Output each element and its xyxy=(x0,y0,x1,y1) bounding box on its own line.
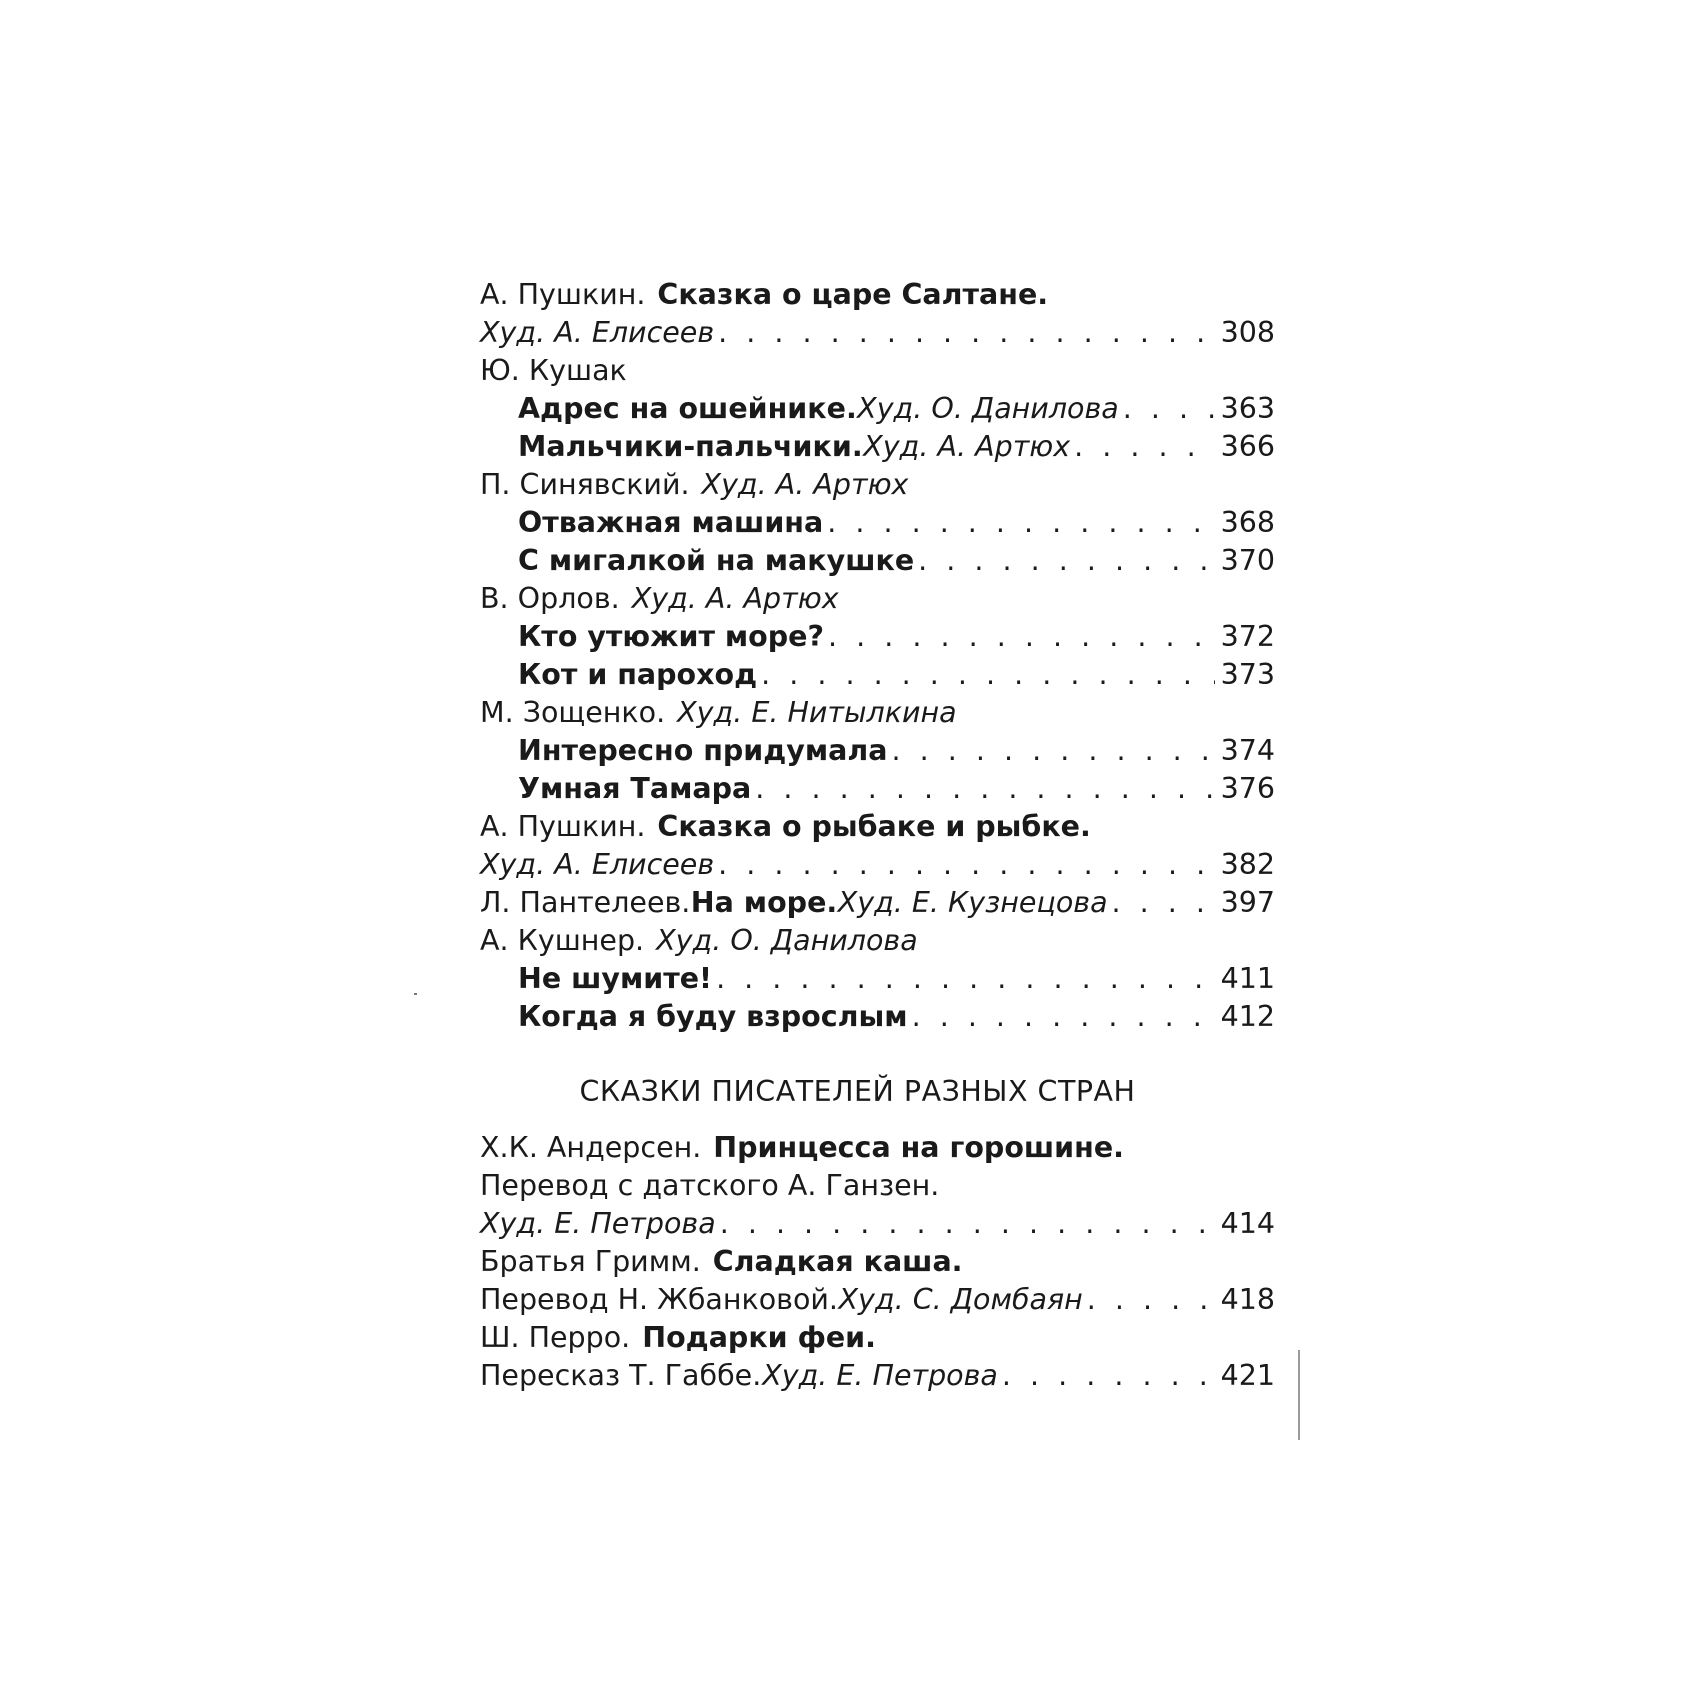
entry-page: 418 xyxy=(1220,1283,1275,1316)
entry-title: Сказка о царе Салтане. xyxy=(657,278,1049,311)
toc-entry xyxy=(480,1357,1275,1395)
toc-entry xyxy=(480,694,1275,732)
toc-entry xyxy=(480,504,1275,542)
entry-illustrator: Худ. А. Артюх xyxy=(631,582,839,615)
entry-illustrator: Худ. Е. Петрова xyxy=(480,1207,716,1240)
toc-entry xyxy=(480,884,1275,922)
toc-entry xyxy=(480,542,1275,580)
entry-page: 421 xyxy=(1220,1359,1275,1392)
entry-title: Умная Тамара xyxy=(518,772,752,805)
toc-entry xyxy=(480,732,1275,770)
entry-illustrator: Худ. Е. Нитылкина xyxy=(677,696,957,729)
dot-leader xyxy=(912,998,1215,1036)
dot-leader xyxy=(1002,1357,1215,1395)
section-heading: СКАЗКИ ПИСАТЕЛЕЙ РАЗНЫХ СТРАН xyxy=(579,1075,1136,1108)
dot-leader xyxy=(761,656,1215,694)
entry-title: Интересно придумала xyxy=(518,734,888,767)
entry-illustrator: Худ. О. Данилова xyxy=(656,924,918,957)
dot-leader xyxy=(1087,1281,1215,1319)
toc-entry xyxy=(480,770,1275,808)
dot-leader xyxy=(1074,428,1214,466)
toc-entry xyxy=(480,1167,1275,1205)
entry-page: 373 xyxy=(1220,658,1275,691)
dot-leader xyxy=(827,504,1214,542)
entry-author: Ш. Перро. xyxy=(480,1321,631,1354)
entry-author: Ю. Кушак xyxy=(480,354,627,387)
entry-title: Сказка о рыбаке и рыбке. xyxy=(657,810,1091,843)
entry-illustrator: Худ. А. Артюх xyxy=(701,468,909,501)
entry-page: 372 xyxy=(1220,620,1275,653)
entry-note: Перевод с датского А. Ганзен. xyxy=(480,1169,940,1202)
dot-leader xyxy=(720,1205,1215,1243)
toc-entry xyxy=(480,960,1275,998)
toc-entry xyxy=(480,352,1275,390)
entry-page: 370 xyxy=(1220,544,1275,577)
entry-page: 363 xyxy=(1220,392,1275,425)
entry-page: 382 xyxy=(1220,848,1275,881)
toc-entry xyxy=(480,656,1275,694)
entry-illustrator: Худ. С. Домбаян xyxy=(838,1283,1083,1316)
toc-entry xyxy=(480,922,1275,960)
toc-entry xyxy=(480,276,1275,314)
entry-page: 366 xyxy=(1220,430,1275,463)
entry-page: 414 xyxy=(1220,1207,1275,1240)
entry-page: 368 xyxy=(1220,506,1275,539)
entry-page: 374 xyxy=(1220,734,1275,767)
toc-entry xyxy=(480,1205,1275,1243)
entry-title: Мальчики-пальчики. xyxy=(518,430,863,463)
entry-author: Л. Пантелеев. xyxy=(480,886,691,919)
entry-author: М. Зощенко. xyxy=(480,696,666,729)
spacer xyxy=(480,1036,1275,1073)
entry-author: А. Пушкин. xyxy=(480,810,646,843)
toc-entry xyxy=(480,466,1275,504)
entry-illustrator: Худ. Е. Кузнецова xyxy=(837,886,1108,919)
scan-speck xyxy=(414,993,417,995)
entry-title: На море. xyxy=(690,886,838,919)
entry-illustrator: Худ. Е. Петрова xyxy=(762,1359,998,1392)
dot-leader xyxy=(1112,884,1215,922)
toc-entry xyxy=(480,618,1275,656)
toc-entry xyxy=(480,580,1275,618)
entry-note: Пересказ Т. Габбе. xyxy=(480,1359,762,1392)
table-of-contents xyxy=(480,276,1275,1395)
entry-page: 412 xyxy=(1220,1000,1275,1033)
entry-author: В. Орлов. xyxy=(480,582,620,615)
toc-entry xyxy=(480,314,1275,352)
entry-page: 411 xyxy=(1220,962,1275,995)
dot-leader xyxy=(892,732,1215,770)
toc-entry xyxy=(480,428,1275,466)
entry-page: 308 xyxy=(1220,316,1275,349)
entry-title: Кот и пароход xyxy=(518,658,758,691)
toc-entry xyxy=(480,1129,1275,1167)
toc-entry xyxy=(480,1319,1275,1357)
entry-author: Х.К. Андерсен. xyxy=(480,1131,702,1164)
entry-title: Адрес на ошейнике. xyxy=(518,392,857,425)
dot-leader xyxy=(828,618,1215,656)
dot-leader xyxy=(718,846,1214,884)
spacer xyxy=(480,1111,1275,1129)
entry-author: П. Синявский. xyxy=(480,468,690,501)
entry-illustrator: Худ. А. Елисеев xyxy=(480,848,715,881)
page-edge-line xyxy=(1298,1350,1300,1440)
entry-author: А. Кушнер. xyxy=(480,924,645,957)
toc-entry xyxy=(480,390,1275,428)
entry-note: Перевод Н. Жбанковой. xyxy=(480,1283,838,1316)
entry-author: А. Пушкин. xyxy=(480,278,646,311)
entry-title: Кто утюжит море? xyxy=(518,620,825,653)
toc-entry xyxy=(480,846,1275,884)
toc-entry xyxy=(480,998,1275,1036)
entry-illustrator: Худ. А. Елисеев xyxy=(480,316,715,349)
entry-title: Принцесса на горошине. xyxy=(713,1131,1124,1164)
entry-page: 376 xyxy=(1220,772,1275,805)
toc-entry xyxy=(480,808,1275,846)
toc-entry xyxy=(480,1243,1275,1281)
dot-leader xyxy=(918,542,1214,580)
dot-leader xyxy=(755,770,1214,808)
entry-title: Не шумите! xyxy=(518,962,713,995)
entry-illustrator: Худ. О. Данилова xyxy=(857,392,1119,425)
entry-title: С мигалкой на макушке xyxy=(518,544,915,577)
entry-title: Сладкая каша. xyxy=(712,1245,963,1278)
entry-title: Когда я буду взрослым xyxy=(518,1000,908,1033)
dot-leader xyxy=(718,314,1214,352)
toc-entry xyxy=(480,1281,1275,1319)
entry-author: Братья Гримм. xyxy=(480,1245,701,1278)
entry-title: Подарки феи. xyxy=(642,1321,876,1354)
dot-leader xyxy=(716,960,1215,998)
entry-title: Отважная машина xyxy=(518,506,824,539)
entry-illustrator: Худ. А. Артюх xyxy=(863,430,1071,463)
dot-leader xyxy=(1123,390,1215,428)
entry-page: 397 xyxy=(1220,886,1275,919)
